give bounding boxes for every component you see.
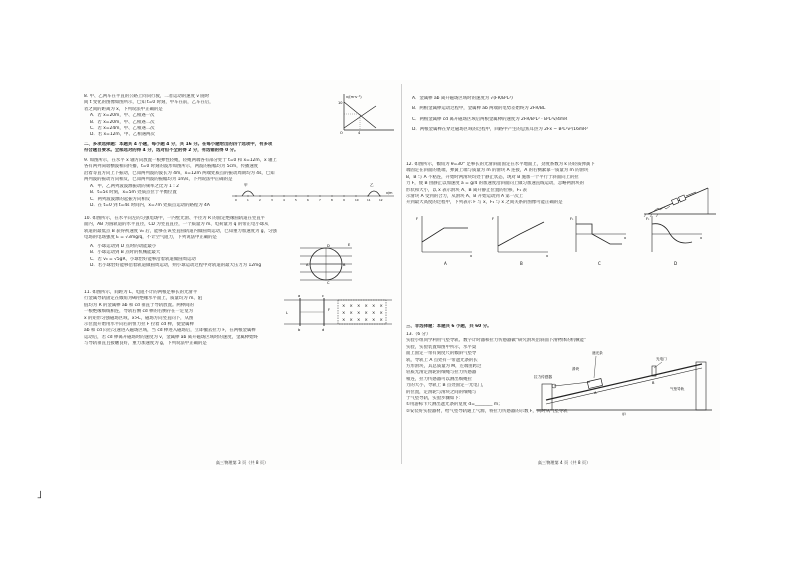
q9-line: 9. 如图所示，在水平 x 轴方向放置一根弹性轻绳，轻绳两端各有部分处于 t=0 和 x=12m，x 轴上 (84, 158, 277, 163)
q10-line: 电场的电场强度 E = √3mg/q，不计空气阻力，下列说法中正确的是 (84, 235, 217, 241)
q8-graph-ytick: 10 (338, 101, 343, 105)
question-9 (84, 158, 400, 184)
q9-option-d: D．在 t=0 到 t=4s 时间内，x=7m 处质点运动的路程为 4A (90, 203, 210, 209)
q8-line: 间 t 变化的图像如图所示，已知 t=0 时刻，甲车在前，乙车在后， (84, 100, 214, 106)
section-2-line: 符合题目要求。全部选对的得 4 分，选对但不全的得 2 分，有选错的得 0 分。 (84, 148, 239, 154)
field-cross-mark: × (342, 317, 346, 322)
q12-graph-b (492, 216, 549, 266)
left-page (84, 80, 400, 470)
q10-option-d: D．若小球恰好能够沿着轨道做圆周运动，则小球运动过程中对轨道的最大压力为 12mg (90, 263, 262, 269)
q9-tick-label: 8 (331, 198, 333, 202)
q13-label-fig: 甲 (622, 412, 626, 416)
q11-line: 运动后，若 cd 棒离开磁场时的速度为 v，金属棒 ab 离开磁场区域时的速度，金属棒始终 (84, 334, 258, 340)
q11-line: 与导轨垂直且接触良好，重力加速度为 g，下列说法中正确的是 (84, 341, 207, 347)
q10-line: 面内，AB 为圆轨道的水平直径，CD 为竖直直径，一个质量为 m、电荷量为 q 的带正电小球从 (84, 222, 269, 228)
q11-field-figure (280, 292, 396, 332)
q11-line: 值均为 R 的金属棒 ab 和 cd 垂直于导轨放置。两棒间的 (84, 302, 194, 308)
q13-line: 于气垫导轨，实验步骤如下： (406, 396, 464, 402)
q13-step-1: ①用游标卡尺测出遮光条的宽度 d=________ m； (406, 402, 503, 408)
q10-line: 10. 如图所示，在水平向左的匀强电场中，一内壁光滑、半径为 R 的固定绝缘圆轨道在竖直平 (84, 216, 266, 221)
q11-line: 示位置开始用水平向右的恒力拉 F 拉着 cd 棒，使金属棒 (84, 322, 194, 328)
q12-graph-b-ylabel: F (492, 217, 495, 221)
q9-tick-label: 6 (307, 198, 309, 202)
left-page-footer: 高三物理第 3 页（共 8 页） (215, 460, 269, 465)
q11-line: 行金属导轨固定在倾角为θ的绝缘水平面上，质量均为 m、阻 (84, 296, 203, 302)
q12-graph-a-letter: A (444, 261, 447, 266)
q10-label-d: D (327, 244, 330, 248)
q12-line: 升到最大高度的过程中，下列表示 F 与 x，F₁ 与 x 之间关系的图像可能正确的是 (406, 200, 563, 206)
q12-graph-d-ylabel: F₁ (646, 217, 650, 221)
right-page-footer: 高三物理第 4 页（共 8 页） (537, 460, 591, 465)
section-2-header (84, 142, 400, 155)
field-cross-mark: × (379, 303, 383, 308)
q12-graph-a (416, 216, 473, 266)
q9-options (84, 184, 224, 210)
q9-tick-label: 9 (343, 198, 345, 202)
q9-axis-label: x/m (386, 191, 393, 195)
q9-tick-label: 10 (355, 198, 359, 202)
q12-line: 12. 如图所示，倾角为 θ=30° 足够长的光滑斜面固定在水平地面上，劲度系数为 k 的轻质弹簧下 (406, 162, 595, 167)
q12-graph-a-ylabel: F (416, 217, 419, 221)
q9-line: 各有两列简谐横波相向传播，t=0 时刻的波形如图所示，两波的振幅均为 5cm，传播速度 (84, 164, 259, 170)
field-cross-mark: × (342, 310, 346, 315)
q13-label-air-track: 气垫导轨 (670, 387, 685, 391)
q12-graph-b-letter: B (520, 261, 523, 266)
q12-graph-b-xlabel: x (546, 254, 549, 258)
q12-line: 力 F，使 B 由静止以加速度 a = g/4 的加速度沿斜面向上做匀加速直线运动，忽略两滑块的 (406, 181, 585, 187)
q11-option-b: B．两根金属棒运动过程中，金属棒 ab 两端的电势差始终为 2FR/BL (412, 106, 546, 112)
field-cross-mark: × (342, 303, 346, 308)
q9-tick-label: 1 (247, 198, 249, 202)
q11-label-l: L (286, 311, 289, 315)
q11-label-a: a (298, 294, 301, 298)
q11-label-b: b (298, 328, 301, 332)
q8-graph-ylabel: v/(m·s⁻¹) (346, 95, 362, 99)
q13-label-b: B (652, 381, 655, 385)
q13-label-slider: 滑块 (572, 367, 580, 371)
q13-apparatus-figure (532, 344, 718, 416)
field-cross-mark: × (379, 310, 383, 315)
field-cross-mark: × (357, 310, 361, 315)
field-cross-mark: × (372, 317, 376, 322)
field-cross-mark: × (372, 310, 376, 315)
q12-graph-d-xlabel: x (700, 236, 703, 240)
field-cross-mark: × (349, 310, 353, 315)
q11-line: 一根绝缘细线相连，导轨右侧 cd 棒的右侧存在一定宽为 (84, 309, 193, 315)
q10-line: 轨道的最低点 B 获得初速度 v₀ 后，能够在该竖直圆轨道内做圆周运动，已知重力加速度为 g，匀强 (84, 228, 277, 234)
field-cross-mark: × (364, 317, 368, 322)
q13-line: 方形滑块，其总质量为 M，左端由跨过 (406, 364, 482, 370)
field-cross-mark: × (357, 303, 361, 308)
q10-label-e: E (348, 243, 351, 247)
q12-line: 端固定在斜面的底端，弹簧上端与质量为 m 的滑块 A 连接，A 的右侧紧靠一质量为 m 的滑块 (406, 168, 589, 174)
q13-label-shading-strip: 遮光条 (592, 351, 603, 355)
q9-tick-label: 5 (295, 198, 297, 202)
q8-option-d: D．若 x=12m，甲、乙相遇两次 (90, 132, 155, 138)
q10-label-b: B (343, 263, 346, 267)
q12-graph-d-letter: D (674, 261, 678, 266)
q11-label-f: F (328, 308, 331, 312)
q13-line: 的位置，定滑轮与滑块之间的细绳与 (406, 389, 477, 395)
field-cross-mark: × (357, 317, 361, 322)
q9-tick-label: 3 (271, 198, 273, 202)
right-page (406, 80, 722, 470)
q8-vt-graph (336, 92, 396, 134)
question-10 (84, 216, 400, 242)
section-2-line: 二、多项选择题：本题共 4 小题，每小题 4 分，共 16 分。在每小题给出的四个选项中，有多项 (84, 142, 273, 147)
q9-line: 两列波的振动方向相反，已知两列波的振幅均为 1m/s，下列说法中正确的是 (84, 177, 233, 183)
q13-line: 相连，拉力传感器可以测出细绳拉 (406, 376, 472, 382)
field-cross-mark: × (349, 303, 353, 308)
q9-line: 沿着等直方向上下振动，已知两列波的波长为 4m，x=12m 两端处质点的振动周期均为 4s，已知 (84, 170, 275, 176)
q10-option-a: A．小球运动到 D 点时的动能最小 (90, 244, 157, 249)
q11-magnetic-field-marks (342, 303, 383, 322)
q13-label-force-sensor: 拉力传感器 (534, 375, 552, 379)
q9-option-b: B．t=5s 时刻，x=5m 处质点位于平衡位置 (90, 190, 177, 196)
q9-tick-label: 11 (367, 198, 371, 202)
question-11 (84, 290, 274, 348)
q9-tick-label: 0 (235, 198, 237, 202)
q11-label-c: c (322, 294, 324, 298)
q13-label-photogate: 光电门 (656, 357, 667, 361)
q13-label-a: A (594, 391, 597, 395)
field-cross-mark: × (349, 317, 353, 322)
q11-line: x 的矩形匀强磁场区域，x>L，磁场方向竖直向下，从图 (84, 315, 194, 321)
q12-graph-d (646, 216, 703, 266)
q10-label-a: A (306, 263, 309, 267)
q11-line: 11. 如图所示，间距为 L、电阻不计的两根足够长的光滑平 (84, 290, 198, 295)
q13-line: 实验小组同学利用气垫导轨、数字计时器和拉力传感器做“研究滑块沿斜面下滑物体的机械能” (406, 338, 587, 344)
q12-line: 示滑块 A 受到的合力，从滑块 A、B 开始运动到 A 第一次上 (406, 194, 523, 200)
q12-line: B，B 与 A 不粘连，开始时两滑块均处于静止状态，现对 B 施加一个平行于斜面向上的拉 (406, 174, 579, 180)
section-3-line: 三、非选择题：本题共 6 小题，共 60 分。 (406, 324, 492, 329)
q9-tick-label: 7 (319, 198, 321, 202)
q9-option-a: A．甲、乙两列波波源振动的频率之比为 1 : 2 (90, 184, 179, 189)
q11-label-d: d (322, 328, 325, 332)
q11-option-a: A．金属棒 ab 离开磁场区域时的速度为 √(FR/B²L²) (412, 96, 513, 101)
q8-graph-xtick: 4 (358, 131, 361, 134)
q9-tick-label: 12 (379, 198, 383, 202)
section-3-header (406, 324, 722, 330)
q13-line: 轻质光滑定滑轮的细绳与拉力传感器 (406, 370, 477, 376)
page-divider (401, 84, 402, 464)
q8-line: 者之间的距离为 x，下列说法中正确的是 (84, 106, 163, 112)
q8-line: 8. 甲、乙两车在平直的公路上同向行驶，二者运动的速度 v 随时 (84, 94, 210, 99)
q10-option-b: B．小球运动到 B 点时的机械能最大 (90, 250, 161, 256)
q9-tick-label: 2 (259, 198, 261, 202)
q12-line: 形状和大小，以 x 表示滑块 A、B 离开静止位置的位移，F₁ 表 (406, 187, 527, 193)
q12-graph-c-letter: C (598, 261, 601, 266)
q11-line: ab 和 cd 向右匀速进入磁场区域，当 cd 棒进入磁场后，立即撤去拉力 F，在两根金属棒 (84, 328, 256, 334)
q8-option-b: B．若 x=20m，甲、乙相遇二次 (90, 119, 155, 125)
exam-sheet (80, 80, 720, 470)
q12-graph-c-ylabel: F₁ (570, 217, 574, 221)
q12-answer-graphs (406, 210, 722, 266)
q11-option-d: D．两根金属棒在穿过磁场区域的过程中，回路中产生的总焦耳热为 2Fx − B²L²v²/16mR² (412, 127, 588, 133)
q9-option-c: C．两列波波源的起振方向相反 (90, 196, 151, 202)
q9-label-a: 甲 (244, 183, 248, 187)
q13-line: 轨，导轨上 A 点处有一带遮光条的长 (406, 357, 478, 363)
field-cross-mark: × (364, 310, 368, 315)
scan-corner-mark: ˩ (36, 488, 43, 501)
q10-circle-figure (296, 240, 356, 286)
q9-label-b: 乙 (370, 183, 374, 187)
q8-graph-origin: O (340, 131, 343, 134)
q9-tick-label: 4 (283, 198, 285, 202)
q11-options-continued (406, 96, 722, 134)
q13-line: 力的大小，导轨上 B 点处固定一光电门， (406, 383, 487, 389)
field-cross-mark: × (372, 303, 376, 308)
q13-line: 13.（6 分） (406, 332, 431, 337)
q12-graph-row (406, 210, 722, 266)
field-cross-mark: × (379, 317, 383, 322)
q11-option-c: C．两根金属棒 cd 离开磁场区域后两根金属棒的速度为 2FR/B²L² · B²L²v/4mR (412, 116, 568, 122)
q8-option-c: C．若 x=24m，甲、乙相遇二次 (90, 126, 155, 132)
q13-line: 面上固定一带有刻度尺的倾斜气垫导 (406, 351, 477, 357)
q10-label-c: C (327, 281, 330, 285)
q13-step-2: ②安装好实验器材，给气垫导轨通上气源，将拉力传感器的示数 F，同时从气垫导轨 (406, 408, 568, 414)
field-cross-mark: × (364, 303, 368, 308)
q13-line: 实验，实验装置如图甲所示，水平桌 (406, 344, 477, 350)
q8-option-a: A．若 x=20m，甲、乙相遇一次 (90, 113, 155, 119)
q12-graph-c-xlabel: x (624, 236, 627, 240)
q9-wave-figure (228, 182, 398, 202)
q10-options (84, 244, 284, 270)
q10-option-c: C．若 v₀ = √5gR，小球恰好能够沿着轨道做圆周运动 (90, 256, 196, 262)
q12-graph-a-xlabel: x (470, 254, 473, 258)
q12-graph-c (570, 216, 627, 266)
